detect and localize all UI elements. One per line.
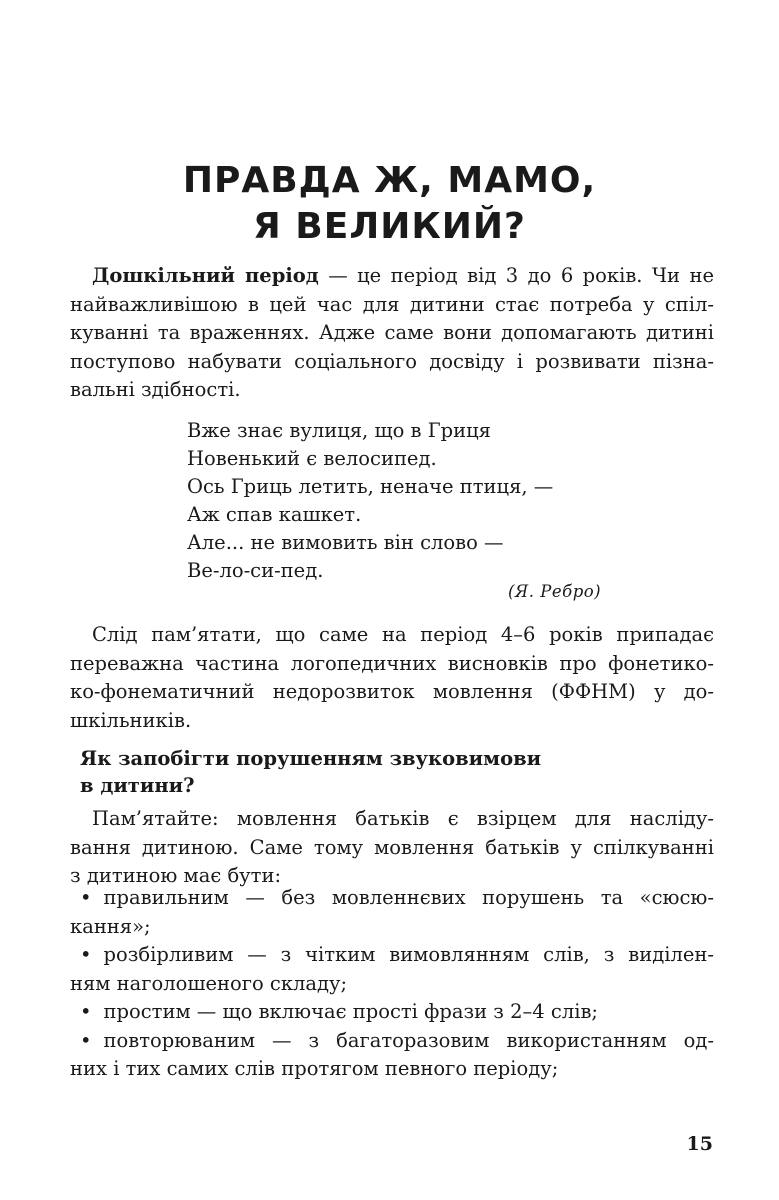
poem [187, 417, 553, 585]
bullet-line-cont: них і тих самих слів протягом певного періоду; [70, 1057, 559, 1080]
bullet-text: повторюваним — з багаторазовим використанням од- [103, 1028, 714, 1052]
poem-line: Але... не вимовить він слово — [187, 531, 504, 554]
bullet-icon: • [80, 1000, 92, 1023]
note-line-2: переважна частина логопедичних висновків про фонетико- [70, 651, 714, 675]
chapter-title-line-2: Я ВЕЛИКИЙ? [253, 206, 526, 247]
bullet-line [70, 998, 714, 1027]
intro-line-1-rest: — це період від 3 до 6 років. Чи не [318, 264, 714, 287]
intro-line-5: вальні здібності. [70, 378, 241, 401]
section-intro-line-3: з дитиною має бути: [70, 864, 282, 887]
bullet-text: простим — що включає прості фрази з 2–4 слів; [103, 1000, 598, 1023]
poem-line: Ось Гриць летить, неначе птиця, — [187, 475, 554, 498]
bullet-line-cont: ням наголошеного складу; [70, 971, 348, 995]
poem-line: Вже знає вулиця, що в Гриця [187, 419, 491, 442]
poem-line: Аж спав кашкет. [187, 503, 362, 526]
list-item [70, 941, 714, 998]
list-item [70, 1027, 714, 1084]
intro-line-4: поступово набувати соціального досвіду і розвивати пізна- [70, 349, 714, 373]
intro-term: Дошкільний період [92, 264, 319, 287]
bullet-line-cont: кання»; [70, 914, 151, 938]
poem-line: Ве-ло-си-пед. [187, 559, 324, 582]
list-item [70, 998, 714, 1027]
section-intro-paragraph [70, 805, 714, 891]
bullet-text: розбірливим — з чітким вимовлянням слів, з виділен- [103, 943, 714, 966]
section-heading-line-1: Як запобігти порушенням звуковимови [80, 747, 542, 770]
section-intro-line-1: Пам’ятайте: мовлення батьків є взірцем для насліду- [92, 807, 714, 830]
intro-paragraph [70, 262, 714, 405]
note-line-1: Слід пам’ятати, що саме на період 4–6 років припадає [92, 623, 714, 646]
note-paragraph [70, 621, 714, 735]
section-heading [80, 745, 541, 799]
bullet-icon: • [80, 886, 92, 909]
bullet-line [70, 941, 714, 970]
bullet-text: правильним — без мовленнєвих порушень та «сюсю- [103, 886, 714, 909]
bullet-line [70, 1027, 714, 1056]
chapter-title-line-1: ПРАВДА Ж, МАМО, [182, 160, 597, 201]
bullet-icon: • [80, 1028, 92, 1052]
chapter-title [0, 158, 779, 250]
intro-line-2: найважливішою в цей час для дитини стає потреба у спіл- [70, 292, 714, 316]
poem-line: Новенький є велосипед. [187, 447, 437, 470]
list-item [70, 884, 714, 941]
note-line-4: шкільників. [70, 708, 192, 732]
bullet-list [70, 884, 714, 1084]
note-line-3: ко-фонематичний недорозвиток мовлення (ФФНМ) у до- [70, 680, 714, 703]
section-intro-line-2: вання дитиною. Саме тому мовлення батьків у спілкуванні [70, 835, 714, 859]
intro-line-3: куванні та враженнях. Адже саме вони допомагають дитині [70, 321, 714, 344]
page-number: 15 [686, 1133, 713, 1155]
intro-line-1 [70, 262, 714, 291]
bullet-icon: • [80, 943, 92, 966]
poem-attribution: (Я. Ребро) [508, 582, 602, 601]
section-heading-line-2: в дитини? [80, 774, 195, 797]
bullet-line [70, 884, 714, 913]
